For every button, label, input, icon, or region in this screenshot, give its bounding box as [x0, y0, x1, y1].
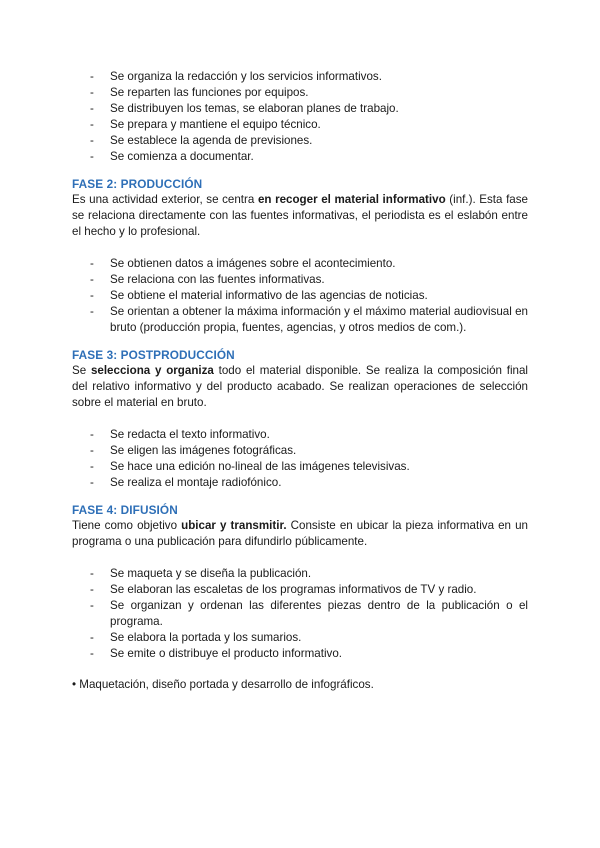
fase4-text-b: Consiste en ubicar la pieza informativa en un programa o una publicación para difundirlo públicamente.: [72, 519, 528, 548]
list-item: - Se eligen las imágenes fotográficas.: [72, 443, 528, 459]
list-item: - Se establece la agenda de previsiones.: [72, 133, 528, 149]
list-item: - Se reparten las funciones por equipos.: [72, 85, 528, 101]
fase2-paragraph: [72, 192, 528, 240]
list-item: - Se prepara y mantiene el equipo técnico.: [72, 117, 528, 133]
fase3-bold: selecciona y organiza: [90, 364, 214, 377]
fase3-heading: FASE 3: POSTPRODUCCIÓN: [72, 348, 235, 362]
footer-note: • Maquetación, diseño portada y desarrollo de infográficos.: [72, 678, 374, 691]
fase3-paragraph: [72, 363, 528, 411]
fase3-text-a: Se: [72, 364, 91, 377]
fase3-text-b: todo el material disponible. Se realiza la composición final del relativo informativo y del producto acabado. Se realizan operaciones de selección sobre el material en bruto.: [72, 364, 529, 409]
fase2-heading: FASE 2: PRODUCCIÓN: [72, 177, 203, 191]
list-item: - Se hace una edición no-lineal de las imágenes televisivas.: [72, 459, 528, 475]
list-item: - Se obtiene el material informativo de las agencias de noticias.: [72, 288, 528, 304]
fase1-list: [72, 69, 528, 165]
fase4-list: [72, 566, 528, 662]
list-item: - Se distribuyen los temas, se elaboran planes de trabajo.: [72, 101, 528, 117]
list-item: - Se elabora la portada y los sumarios.: [72, 630, 528, 646]
list-item: - Se elaboran las escaletas de los programas informativos de TV y radio.: [72, 582, 528, 598]
list-item: - Se maqueta y se diseña la publicación.: [72, 566, 528, 582]
fase3-list: [72, 427, 528, 491]
list-item: - Se relaciona con las fuentes informativas.: [72, 272, 528, 288]
list-item: - Se orientan a obtener la máxima información y el máximo material audiovisual en bruto (producción propia, fuentes, agencias, y otros medios de com.).: [72, 304, 528, 336]
list-item: - Se comienza a documentar.: [72, 149, 528, 165]
fase4-text-a: Tiene como objetivo: [72, 519, 182, 532]
fase2-text-b: (inf.). Esta fase se relaciona directamente con las fuentes informativas, el periodista es el eslabón entre el hecho y lo profesional.: [72, 193, 528, 238]
list-item: - Se obtienen datos a imágenes sobre el acontecimiento.: [72, 256, 528, 272]
list-item: - Se organiza la redacción y los servicios informativos.: [72, 69, 528, 85]
fase2-bold: en recoger el material informativo: [257, 193, 446, 206]
fase4-paragraph: [72, 518, 528, 550]
fase2-text-a: Es una actividad exterior, se centra: [72, 193, 258, 206]
list-item: - Se realiza el montaje radiofónico.: [72, 475, 528, 491]
list-item: - Se redacta el texto informativo.: [72, 427, 528, 443]
list-item: - Se organizan y ordenan las diferentes piezas dentro de la publicación o el programa.: [72, 598, 528, 630]
fase4-bold: ubicar y transmitir.: [181, 519, 287, 532]
fase4-heading: FASE 4: DIFUSIÓN: [72, 503, 178, 517]
fase2-list: [72, 256, 528, 336]
document-page: [72, 69, 528, 693]
list-item: - Se emite o distribuye el producto informativo.: [72, 646, 528, 662]
